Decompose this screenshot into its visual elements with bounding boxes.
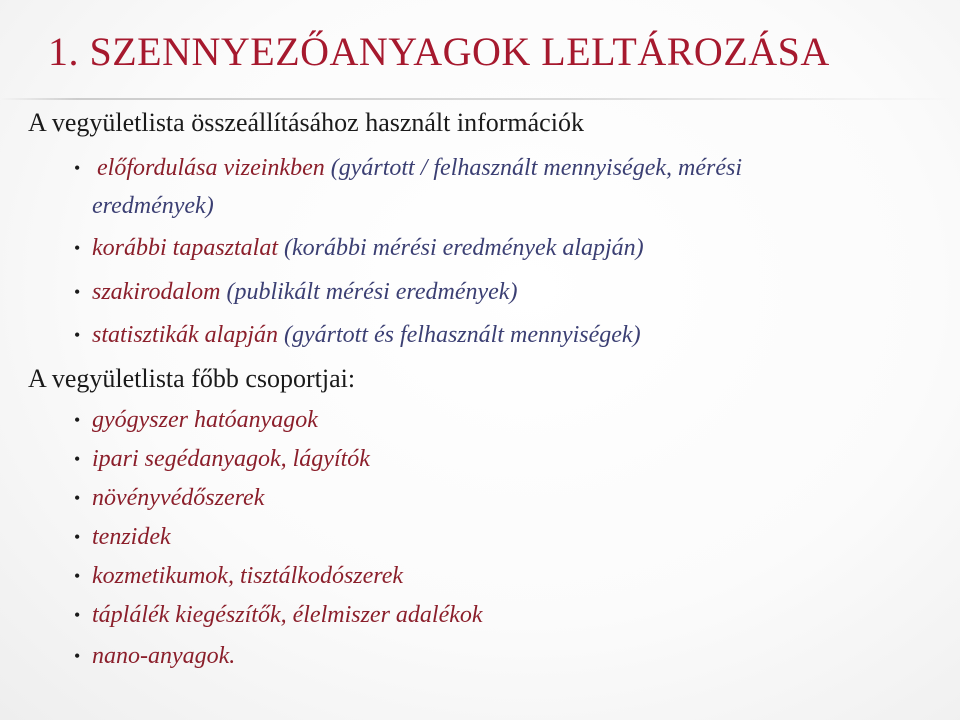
list-item (92, 440, 370, 478)
bullet-icon (74, 518, 80, 556)
list-item (92, 637, 235, 675)
bullet-icon (74, 273, 80, 311)
section-heading-information: A vegyületlista összeállításához használt információk (28, 108, 584, 137)
bullet-icon (74, 479, 80, 517)
list-item (92, 273, 517, 311)
group-text: kozmetikumok, tisztálkodószerek (92, 563, 404, 589)
bullet-icon (74, 229, 80, 267)
list-item-continuation: eredmények) (92, 193, 214, 219)
section-heading-groups: A vegyületlista főbb csoportjai: (28, 364, 356, 393)
slide-title: 1. SZENNYEZŐANYAGOK LELTÁROZÁSA (48, 29, 830, 74)
item-detail-text: (korábbi mérési eredmények alapján) (284, 235, 644, 261)
list-item (92, 518, 171, 556)
list-item (92, 557, 403, 595)
item-main-text: előfordulása vizeinkben (97, 155, 325, 181)
item-main-text: szakirodalom (92, 279, 221, 305)
list-item (92, 596, 483, 634)
bullet-icon (74, 596, 80, 634)
bullet-icon (74, 557, 80, 595)
list-item (92, 401, 318, 439)
group-text: tenzidek (92, 524, 171, 550)
list-item (92, 229, 644, 267)
group-text: növényvédőszerek (92, 485, 265, 511)
item-detail-text: (gyártott és felhasznált mennyiségek) (284, 322, 641, 348)
list-item (92, 316, 641, 354)
group-text: nano-anyagok. (92, 643, 236, 669)
bullet-icon (74, 637, 80, 675)
item-detail-text: (gyártott / felhasznált mennyiségek, mérési (330, 155, 742, 181)
group-text: táplálék kiegészítők, élelmiszer adalékok (92, 602, 483, 628)
group-text: gyógyszer hatóanyagok (92, 407, 318, 433)
bullet-icon (74, 401, 80, 439)
bullet-icon (74, 440, 80, 478)
item-main-text: korábbi tapasztalat (92, 235, 279, 261)
item-detail-text: (publikált mérési eredmények) (226, 279, 518, 305)
list-item (92, 479, 264, 517)
bullet-icon (74, 316, 80, 354)
item-main-text: statisztikák alapján (92, 322, 278, 348)
title-divider (0, 98, 960, 100)
list-item (97, 149, 742, 187)
group-text: ipari segédanyagok, lágyítók (92, 446, 370, 472)
bullet-icon (74, 149, 80, 187)
